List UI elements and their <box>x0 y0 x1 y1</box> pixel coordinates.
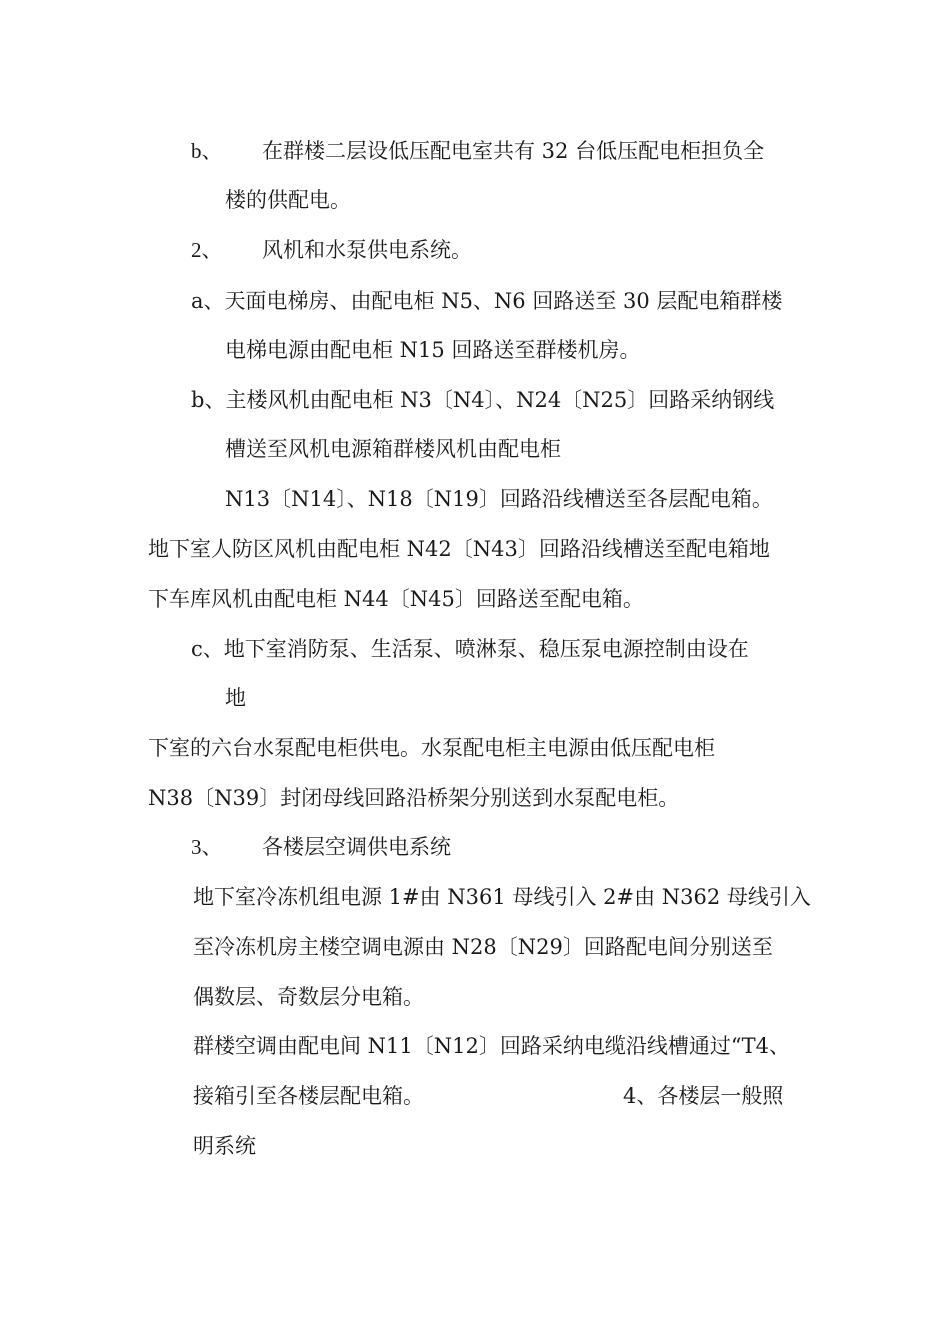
section-heading: 风机和水泵供电系统。 <box>262 238 472 262</box>
section-heading-4: 4、各楼层一般照 <box>623 1084 784 1108</box>
text-line: 楼的供配电。 <box>225 188 351 212</box>
text-line: 群楼空调由配电间 N11〔N12〕回路采纳电缆沿线槽通过“T4、 <box>193 1034 790 1058</box>
text-line: 偶数层、奇数层分电箱。 <box>193 985 424 1009</box>
text-line: c、地下室消防泵、生活泵、喷淋泵、稳压泵电源控制由设在 <box>191 637 749 661</box>
text-line: 电梯电源由配电柜 N15 回路送至群楼机房。 <box>225 338 641 362</box>
section-number-2: 2、 <box>191 238 223 262</box>
text-line: 在群楼二层设低压配电室共有 32 台低压配电柜担负全 <box>262 139 765 163</box>
text-line: 至冷冻机房主楼空调电源由 N28〔N29〕回路配电间分别送至 <box>193 935 773 959</box>
text-line: 地 <box>225 686 246 710</box>
text-line: 槽送至风机电源箱群楼风机由配电柜 <box>225 437 561 461</box>
text-line: N13〔N14〕、N18〔N19〕回路沿线槽送至各层配电箱。 <box>225 487 773 511</box>
text-line: 地下室人防区风机由配电柜 N42〔N43〕回路沿线槽送至配电箱地 <box>148 537 770 561</box>
text-line: 地下室冷冻机组电源 1#由 N361 母线引入 2#由 N362 母线引入 <box>193 885 811 909</box>
text-line: 接箱引至各楼层配电箱。 <box>193 1084 424 1108</box>
section-heading: 各楼层空调供电系统 <box>262 835 451 859</box>
text-line: N38〔N39〕封闭母线回路沿桥架分别送到水泵配电柜。 <box>148 786 680 810</box>
list-marker-b: b、 <box>191 139 223 163</box>
text-line: a、天面电梯房、由配电柜 N5、N6 回路送至 30 层配电箱群楼 <box>191 289 783 313</box>
text-line: 下车库风机由配电柜 N44〔N45〕回路送至配电箱。 <box>148 587 644 611</box>
text-line: b、主楼风机由配电柜 N3〔N4〕、N24〔N25〕回路采纳钢线 <box>191 388 775 412</box>
text-line: 下室的六台水泵配电柜供电。水泵配电柜主电源由低压配电柜 <box>148 736 715 760</box>
text-line: 明系统 <box>193 1134 256 1158</box>
section-number-3: 3、 <box>191 835 223 859</box>
